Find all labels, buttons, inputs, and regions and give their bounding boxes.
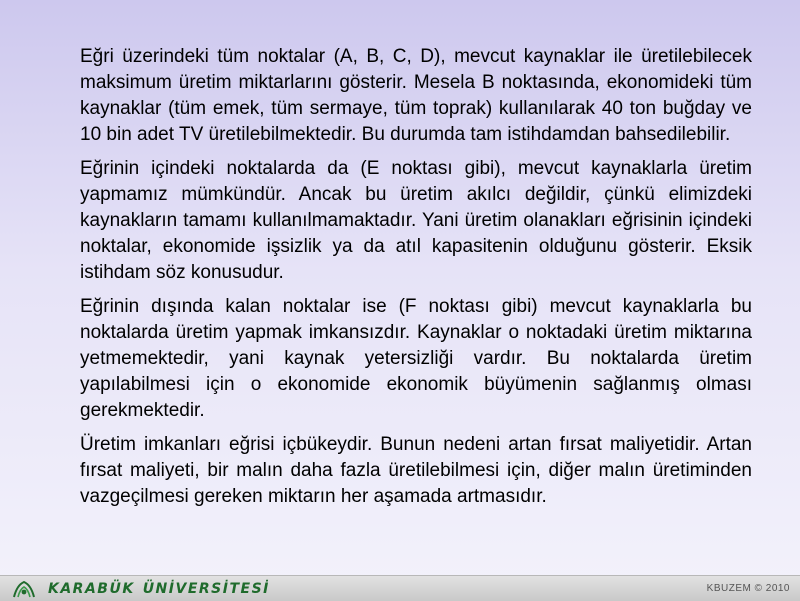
slide-text-body: [80, 44, 752, 518]
university-logo: [12, 578, 270, 599]
paragraph-1: Eğri üzerindeki tüm noktalar (A, B, C, D), mevcut kaynaklar ile üretilebilecek maksimum üretim miktarlarını gösterir. Mesela B noktasında, ekonomideki tüm kaynaklar (tüm emek, tüm sermaye, tüm toprak) kullanılarak 40 ton buğday ve 10 bin adet TV üretilebilmektedir. Bu durumda tam istihdamdan bahsedilebilir.: [80, 46, 752, 145]
university-name-word1: KARABÜK: [48, 580, 135, 597]
university-logo-icon: [12, 579, 36, 599]
paragraph-4: Üretim imkanları eğrisi içbükeydir. Bunun nedeni artan fırsat maliyetidir. Artan fırsat maliyeti, bir malın daha fazla üretilebilmesi için, diğer malın üretiminden vazgeçilmesi gereken miktarın her aşamada artmasıdır.: [80, 434, 752, 507]
university-name-word2: ÜNİVERSİTESİ: [142, 580, 270, 597]
paragraph-2: Eğrinin içindeki noktalarda da (E noktası gibi), mevcut kaynaklarla üretim yapmamız mümkündür. Ancak bu üretim akılcı değildir, çünkü elimizdeki kaynakların tamamı kullanılmamaktadır. Yani üretim olanakları eğrisinin içindeki noktalar, ekonomide işsizlik ya da atıl kapasitenin olduğunu gösterir. Eksik istihdam söz konusudur.: [80, 158, 752, 283]
copyright-text: KBUZEM © 2010: [706, 583, 790, 594]
university-name: [48, 581, 270, 597]
paragraph-3: Eğrinin dışında kalan noktalar ise (F noktası gibi) mevcut kaynaklarla bu noktalarda üretim yapmak imkansızdır. Kaynaklar o noktadaki üretim miktarına yetmemektedir, yani kaynak yetersizliği vardır. Bu noktalarda üretim yapılabilmesi için o ekonomide ekonomik büyümenin sağlanmış olması gerekmektedir.: [80, 296, 752, 421]
footer-bar: [0, 575, 800, 601]
